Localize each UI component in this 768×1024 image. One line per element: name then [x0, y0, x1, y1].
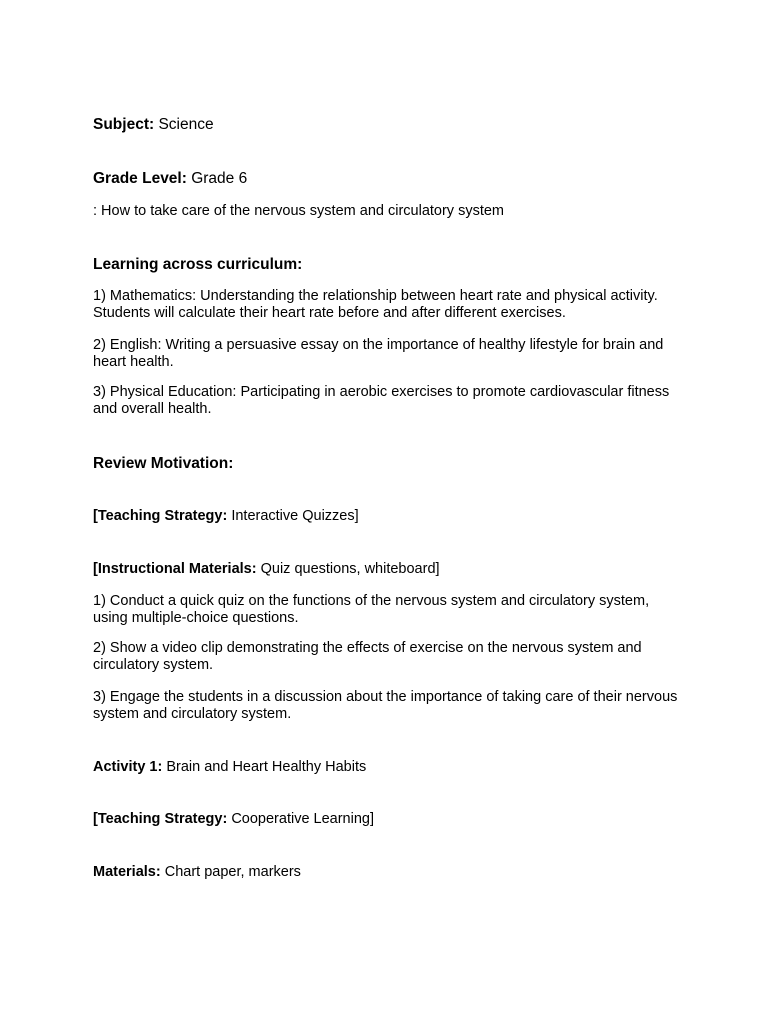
- grade-level-line: [93, 170, 683, 188]
- review-teaching-strategy-value: Interactive Quizzes]: [227, 508, 359, 524]
- review-item-video: 2) Show a video clip demonstrating the effects of exercise on the nervous system and circulatory system.: [93, 640, 642, 673]
- activity-1-label: Activity 1:: [93, 759, 163, 775]
- activity-1-materials-value: Chart paper, markers: [160, 864, 301, 880]
- learning-across-curriculum-heading: Learning across curriculum:: [93, 256, 303, 273]
- curriculum-item-mathematics: 1) Mathematics: Understanding the relationship between heart rate and physical activity. Students will calculate their heart rate before and after different exercises.: [93, 288, 658, 321]
- activity-1-materials-line: [93, 864, 683, 881]
- activity-1-value: Brain and Heart Healthy Habits: [162, 759, 367, 775]
- review-instructional-materials-label: [Instructional Materials:: [93, 561, 257, 577]
- review-item-quiz: 1) Conduct a quick quiz on the functions of the nervous system and circulatory system, using multiple-choice questions.: [93, 593, 650, 626]
- subject-line: [93, 116, 683, 134]
- review-motivation-heading: Review Motivation:: [93, 455, 234, 472]
- activity-1-teaching-strategy-value: Cooperative Learning]: [227, 811, 375, 827]
- activity-1-materials-label: Materials:: [93, 864, 161, 880]
- grade-level-value: Grade 6: [186, 170, 248, 187]
- topic-line: : How to take care of the nervous system and circulatory system: [93, 203, 504, 219]
- grade-level-label: Grade Level:: [93, 170, 187, 187]
- curriculum-item-physical-education: 3) Physical Education: Participating in aerobic exercises to promote cardiovascular fitness and overall health.: [93, 384, 670, 417]
- review-instructional-materials-line: [93, 561, 683, 578]
- review-teaching-strategy-label: [Teaching Strategy:: [93, 508, 228, 524]
- subject-label: Subject:: [93, 116, 155, 133]
- review-instructional-materials-value: Quiz questions, whiteboard]: [256, 561, 440, 577]
- activity-1-teaching-strategy-line: [93, 811, 683, 828]
- activity-1-teaching-strategy-label: [Teaching Strategy:: [93, 811, 228, 827]
- review-item-discussion: 3) Engage the students in a discussion about the importance of taking care of their nervous system and circulatory system.: [93, 689, 678, 722]
- review-teaching-strategy-line: [93, 508, 683, 525]
- curriculum-item-english: 2) English: Writing a persuasive essay on the importance of healthy lifestyle for brain and heart health.: [93, 337, 664, 370]
- subject-value: Science: [154, 116, 214, 133]
- activity-1-line: [93, 759, 683, 776]
